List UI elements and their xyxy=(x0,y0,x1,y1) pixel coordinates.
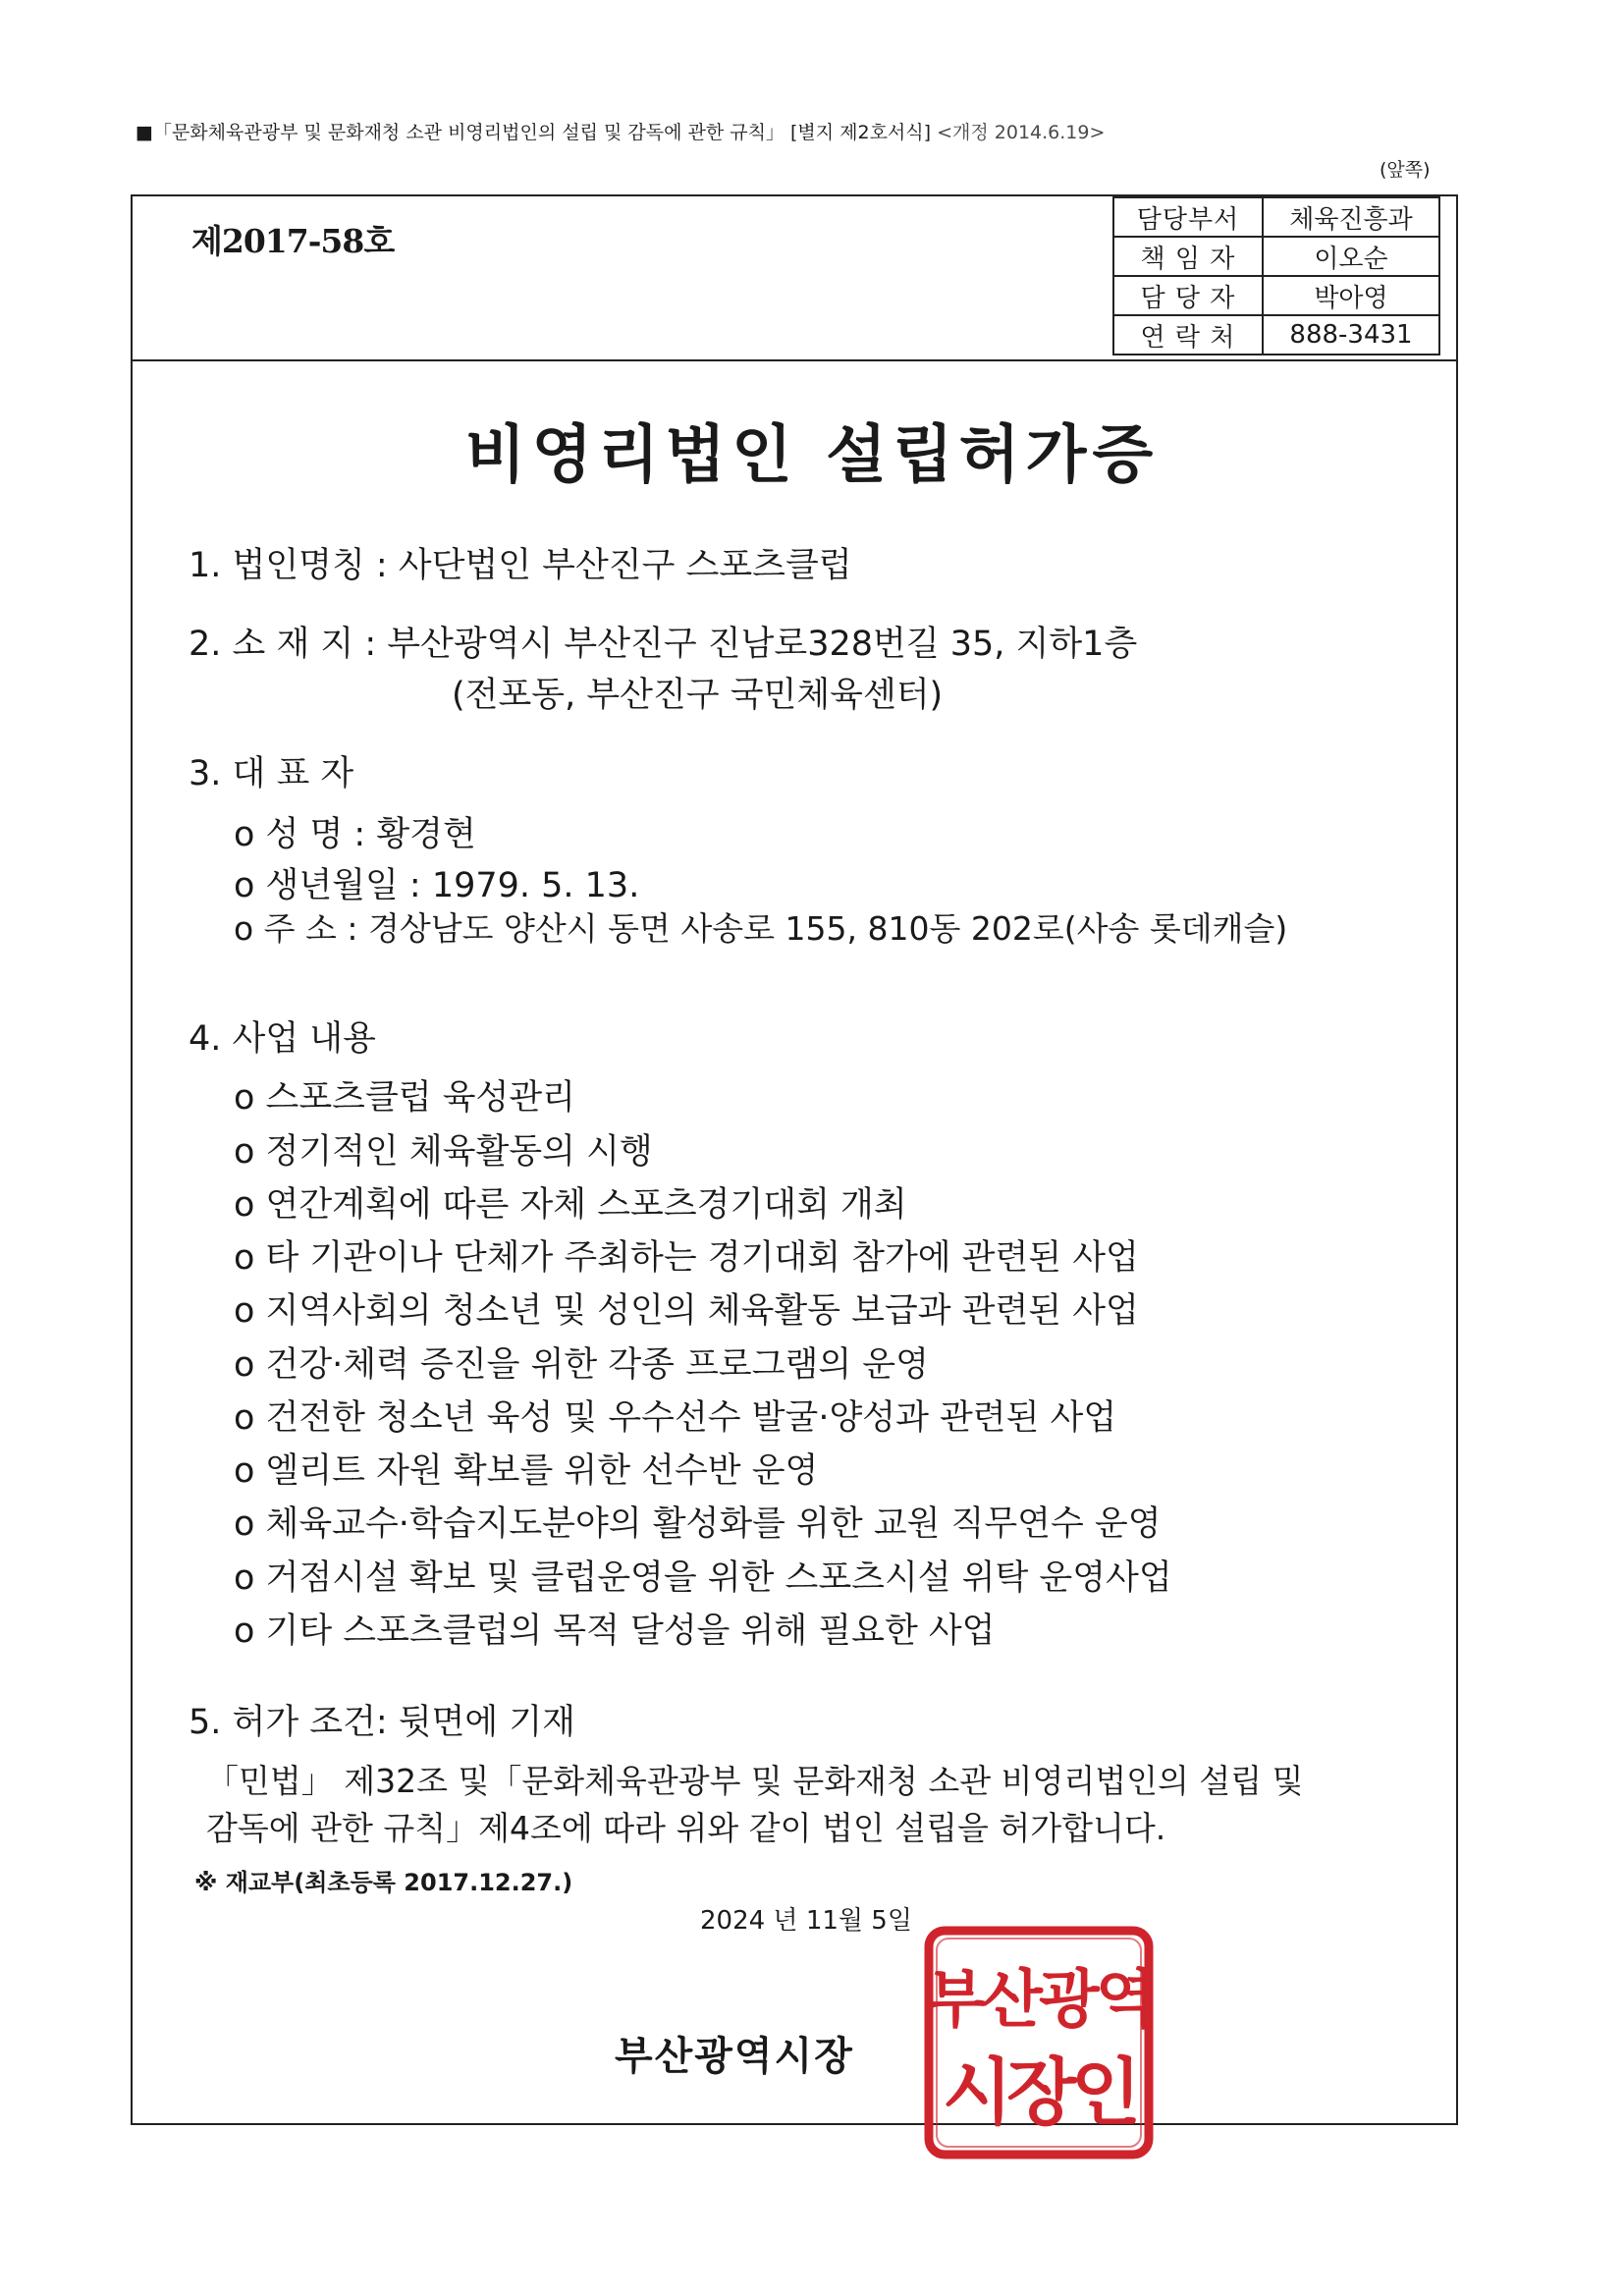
svg-text:부산광역: 부산광역 xyxy=(925,1964,1153,2037)
list-item: o 체육교수·학습지도분야의 활성화를 위한 교원 직무연수 운영 xyxy=(234,1504,1162,1544)
list-item: o 거점시설 확보 및 클럽운영을 위한 스포츠시설 위탁 운영사업 xyxy=(234,1558,1172,1598)
regulation-text: ■「문화체육관광부 및 문화재청 소관 비영리법인의 설립 및 감독에 관한 규칙」 [별지 제2호서식] xyxy=(135,122,932,143)
table-key: 담당부서 xyxy=(1113,197,1263,237)
legal-text-line-2: 감독에 관한 규칙」제4조에 따라 위와 같이 법인 설립을 허가합니다. xyxy=(206,1809,1166,1847)
permit-condition-line: 5. 허가 조건: 뒷면에 기재 xyxy=(189,1703,575,1742)
header-divider xyxy=(133,359,1456,361)
table-value: 888-3431 xyxy=(1263,315,1439,355)
business-heading: 4. 사업 내용 xyxy=(189,1019,376,1059)
table-value: 이오순 xyxy=(1263,237,1439,276)
regulation-header xyxy=(135,118,1105,144)
official-seal-stamp xyxy=(923,1925,1155,2160)
front-side-label: (앞쪽) xyxy=(1380,159,1431,181)
document-number: 제2017-58호 xyxy=(191,222,395,260)
table-value: 박아영 xyxy=(1263,276,1439,315)
staff-table xyxy=(1112,196,1440,355)
table-key: 담 당 자 xyxy=(1113,276,1263,315)
list-item: o 엘리트 자원 확보를 위한 선수반 운영 xyxy=(234,1451,819,1491)
table-row xyxy=(1113,276,1439,315)
list-item: o 건강·체력 증진을 위한 각종 프로그램의 운영 xyxy=(234,1345,929,1385)
issuer-name: 부산광역시장 xyxy=(615,2034,854,2079)
table-row xyxy=(1113,197,1439,237)
list-item: o 타 기관이나 단체가 주최하는 경기대회 참가에 관련된 사업 xyxy=(234,1238,1139,1278)
table-key: 연 락 처 xyxy=(1113,315,1263,355)
address-line: 2. 소 재 지 : 부산광역시 부산진구 진남로328번길 35, 지하1층 xyxy=(189,625,1138,664)
table-row xyxy=(1113,315,1439,355)
svg-text:시장인: 시장인 xyxy=(942,2050,1136,2135)
representative-birthdate: o 생년월일 : 1979. 5. 13. xyxy=(234,866,640,905)
representative-address: o 주 소 : 경상남도 양산시 동면 사송로 155, 810동 202로(사송 롯데캐슬) xyxy=(234,909,1288,948)
table-row xyxy=(1113,237,1439,276)
amendment-text: <개정 2014.6.19> xyxy=(937,122,1106,143)
legal-text-line-1: 「민법」 제32조 및「문화체육관광부 및 문화재청 소관 비영리법인의 설립 및 xyxy=(206,1762,1304,1800)
list-item: o 건전한 청소년 육성 및 우수선수 발굴·양성과 관련된 사업 xyxy=(234,1398,1117,1438)
table-value: 체육진흥과 xyxy=(1263,197,1439,237)
issue-date: 2024 년 11월 5일 xyxy=(700,1906,912,1936)
table-key: 책 임 자 xyxy=(1113,237,1263,276)
corporate-name-line: 1. 법인명칭 : 사단법인 부산진구 스포츠클럽 xyxy=(189,546,852,585)
reissue-note: ※ 재교부(최초등록 2017.12.27.) xyxy=(194,1869,573,1896)
list-item: o 정기적인 체육활동의 시행 xyxy=(234,1132,653,1172)
list-item: o 연간계획에 따른 자체 스포츠경기대회 개최 xyxy=(234,1185,907,1225)
address-line-2: (전포동, 부산진구 국민체육센터) xyxy=(452,676,944,715)
list-item: o 기타 스포츠클럽의 목적 달성을 위해 필요한 사업 xyxy=(234,1612,996,1651)
representative-heading: 3. 대 표 자 xyxy=(189,754,354,793)
list-item: o 스포츠클럽 육성관리 xyxy=(234,1078,575,1118)
list-item: o 지역사회의 청소년 및 성인의 체육활동 보급과 관련된 사업 xyxy=(234,1291,1139,1331)
certificate-title: 비영리법인 설립허가증 xyxy=(464,419,1160,492)
representative-name: o 성 명 : 황경현 xyxy=(234,815,476,854)
